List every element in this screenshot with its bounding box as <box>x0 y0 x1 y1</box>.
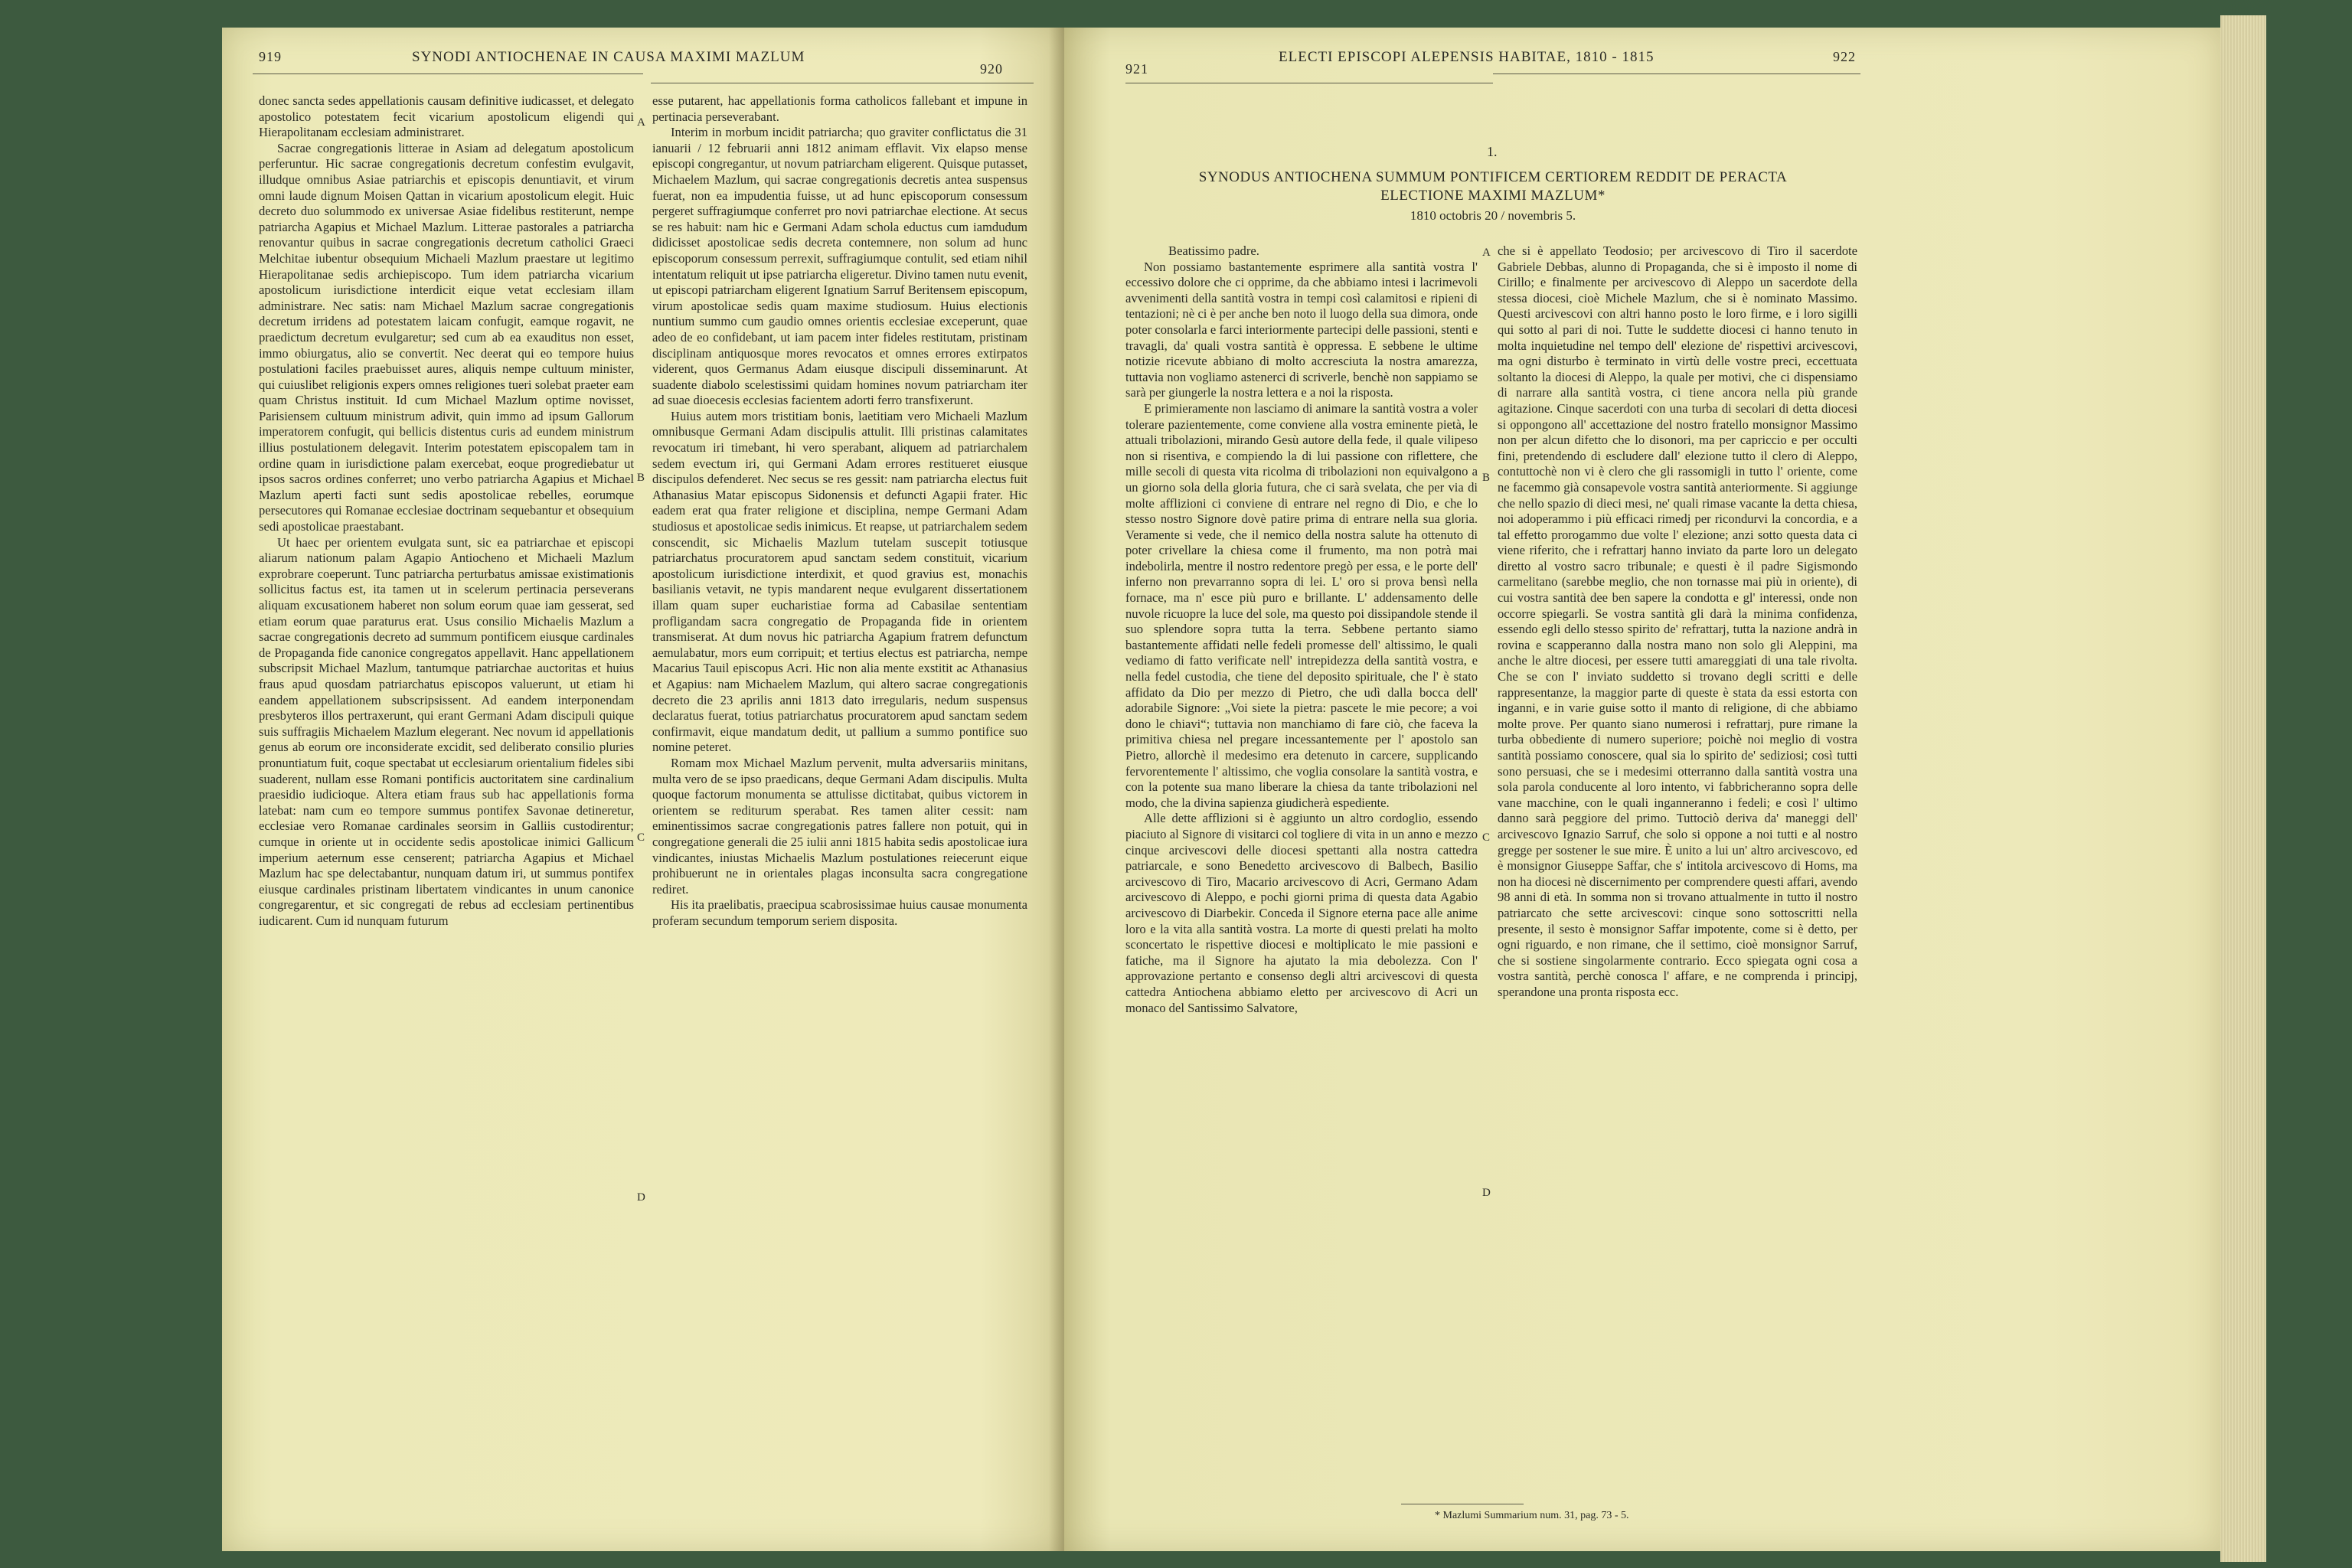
left-column-1 <box>259 93 634 1533</box>
margin-letter-a: A <box>637 116 645 129</box>
document-title-line-1: SYNODUS ANTIOCHENA SUMMUM PONTIFICEM CERTIOREM REDDIT DE PERACTA <box>1198 169 1788 185</box>
paragraph: E primieramente non lasciamo di animare la santità vostra a voler tolerare pazientemente, come conviene alla vostra eminente pietà, le attuali tribolazioni, mirando Gesù autore della fede, il quale vilipeso non si risentiva, e compiendo la di lui passione con riflettere, che mille secoli di questa vita ricolma di tribolazioni non equivalgono a un giorno sola della gloria futura, che ci sarà svelata, che per via di molte afflizioni ci conviene di entrare nel regno di Dio, e che lo stesso nostro Signore dovè patire prima di entrare nella sua gloria. Veramente si vede, che il nemico della nostra salute ha ottenuto di poter crivellare la chiesa come il frumento, ma non potrà mai indebolirla, mentre il nostro redentore pregò per essa, e le porte dell' inferno non prevarranno sopra di lei. L' oro si prova bensì nella fornace, ma n' esce più puro e brillante. L' addensamento delle nuvole ricuopre la luce del sole, ma questo poi dissipandole stende il suo splendore sopra tutta la terra. Sebbene pertanto siamo bastantemente affidati nelle fedeli promesse dell' altissimo, le quali vediamo di fatto verificate nell' intrepidezza della santità vostra, e nella fedel custodia, che tiene del deposito spirituale, che l' è stato affidato da Dio per mezzo di Pietro, che udì dalla bocca dell' adorabile Signore: „Voi siete la pietra: pascete le mie pecore; a voi dono le chiavi“; tuttavia non manchiamo di fare ciò, che faceva la primitiva chiesa nel pregare incessantemente per l' apostolo san Pietro, allorchè il medesimo era detenuto in carcere, supplicando fervorentemente l' altissimo, che voglia consolare la santità vostra, e con la potente sua mano liberare la chiesa da tante tribolazioni nel modo, che la divina sapienza giudicherà espediente. <box>1125 400 1478 810</box>
paragraph: Interim in morbum incidit patriarcha; quo graviter conflictatus die 31 ianuarii / 12 februarii anni 1812 animam efflavit. Vix elapso mense episcopi congregantur, ut novum patriarcham eligerent. Quisque putasset, Michaelem Mazlum, qui sacrae congregationis decretis antea suspensus fuerat, non ea impudentia fuisse, ut ad hunc episcoporum consessum pergeret suffragiumque conferret pro novi patriarchae electione. At secus se res habuit: nam hic e Germani Adam schola eductus cum iamdudum didicisset apostolicae sedis decreta contemnere, non solum ad hunc episcoporum consessum perrexit, suffragiumque contulit, sed etiam nihil intentatum reliquit ut ipse patriarcha eligeretur. Divino tamen nutu evenit, ut episcopi patriarcham eligerent Ignatium Sarruf Beritensem episcopum, virum apostolicae sedis quam maxime studiosum. Huius electionis nuntium summo cum gaudio omnes orientis ecclesiae exceperunt, quae adeo de eo confidebant, ut iam pacem inter fideles restitutam, pristinam disciplinam antiquosque mores revocatos et omnes errores extirpatos viderent, quos Germanus Adam eiusque discipuli disseminarunt. At suadente diabolo scelestissimi quidam homines novum patriarcham iter ad suae dioecesis ecclesias facientem adorti ferro transfixerunt. <box>652 125 1027 408</box>
salutation: Beatissimo padre. <box>1168 243 1259 258</box>
paragraph: His ita praelibatis, praecipua scabrosissimae huius causae monumenta proferam secundum temporum seriem disposita. <box>652 897 1027 928</box>
paragraph: che si è appellato Teodosio; per arcivescovo di Tiro il sacerdote Gabriele Debbas, alunno di Propaganda, che si è imposto il nome di Cirillo; e finalmente per arcivescovo di Aleppo un sacerdote della stessa diocesi, cioè Michele Mazlum, che si è nominato Massimo. Questi arcivescovi con altri hanno posto le loro firme, e i loro sigilli qui sotto al pari di noi. Tutte le suddette diocesi ci hanno tenuto in molta inquietudine nel tempo dell' elezione de' rispettivi arcivescovi, ma ogni disturbo è terminato in virtù delle vostre preci, eccettuata soltanto la diocesi di Aleppo, la quale per motivi, che ci dispensiamo di narrare alla santità vostra, ci tiene ancora nella più grande agitazione. Cinque sacerdoti con una turba di secolari di detta diocesi si oppongono all' accettazione del nostro fratello monsignor Massimo non per alcun difetto che lo disonori, ma per capriccio e per occulti fini, pretendendo di escludere dall' elezione tutto il clero di Aleppo, contuttochè non vi è clero che gli rassomigli in tutto l' oriente, come ne facemmo già consapevole vostra santità anteriormente. Si aggiunge che nello spazio di dieci mesi, ne' quali rimase vacante la detta chiesa, noi adoperammo i più efficaci rimedj per ricondurvi la concordia, e a tal effetto prorogammo due volte l' elezione; anzi sotto questa data ci viene riferito, che i refrattarj hanno inviato da parte loro un delegato diretto al vostro sacro tribunale; e questi è il padre Sigismondo carmelitano (sarebbe meglio, che non tornasse mai più in oriente), di cui vostra santità dee ben sapere la condotta e gl' interessi, onde non occorre spiegarli. Se vostra santità gli darà la minima confidenza, essendo egli dello stesso spirito de' refrattarj, tutta la nazione andrà in rovina e scapperanno dalla nostra mano non solo gli Aleppini, ma anche le altre diocesi, per essere tutti amareggiati di una tale rivolta. Che se con l' inviato suddetto si trovano degli scritti e delle rappresentanze, la maggior parte di queste è stata da essi estorta con inganni, e in varie guise sotto il manto di religione, di che abbiamo molte prove. Per quanto siano numerosi i refrattarj, pure rimane la turba obbediente di numero superiore; poichè noi meglio di vostra santità possiamo conoscere, qual sia lo spirito de' sediziosi; così tutti sono persuasi, che se i medesimi otterranno dalla santità vostra una sola parola conducente al loro intento, vi fabbricheranno sopra delle vane macchine, con le quali inganneranno i fedeli; e così l' ultimo danno sarà peggiore del primo. Tuttociò deriva da' maneggi dell' arcivescovo Ignazio Sarruf, che solo si oppone a noi tutti e al nostro gregge per sostener le sue mire. È unito a lui un' altro arcivescovo, ed è monsignor Giuseppe Saffar, che s' intitola arcivescovo di Homs, ma non ha diocesi nè discernimento per comprendere questi affari, avendo 98 anni di età. In somma non si trovano attualmente in tutto il nostro patriarcato che sette arcivescovi: cinque sono sottoscritti nella presente, il sesto è monsignor Saffar impotente, come si è detto, per ogni riguardo, e non rimane, che il settimo, cioè monsignor Sarruf, che si sostiene singolarmente contrario. Ecco spiegata ogni cosa a vostra santità, perchè conosca l' affare, e ne comprenda i principj, sperandone una pronta risposta ecc. <box>1498 243 1857 999</box>
running-header-right: ELECTI EPISCOPI ALEPENSIS HABITAE, 1810 - 1815 <box>1279 49 1655 65</box>
paragraph: Huius autem mors tristitiam bonis, laetitiam vero Michaeli Mazlum omnibusque Germani Adam discipulis attulit. Illi pristinas calamitates revocatum iri timebant, hi vero sperabant, aliquem ad patriarchalem sedem evectum iri, qui Germani Adam errores restitueret eiusque discipulos defenderet. Nec secus se res gessit: nam patriarcha electus fuit Athanasius Matar episcopus Sidonensis et defuncti Agapii frater. Hic eadem erat qua frater religione et disciplina, nempe Germani Adam studiosus et apostolicae sedis inimicus. Et reapse, ut patriarchalem sedem conscendit, sic Michaelis Mazlum tutelam suscepit totiusque patriarchatus procuratorem apud sanctam sedem constituit, vicarium apostolicum iurisdictione interdixit, et quod gravius est, monachis basilianis vetavit, ne typis mandarent neque evulgarent dissertationem illam quam super eucharistiae forma ad Cabasilae sententiam profligandam sacra congregatio de Propaganda fide in orientem transmiserat. At dum novus hic patriarcha Agapium fratrem defunctum aemulabatur, mors eum corripuit; et tertius electus est patriarcha, nempe Macarius Tauil episcopus Acri. Hic non alia mente exstitit ac Athanasius et Agapius: nam Michaelem Mazlum, qui altero sacrae congregationis decreto die 23 aprilis anni 1813 dato irregularis, nedum suspensus declaratus fuerat, totius patriarchatus procuratorem apud sanctam sedem confirmavit, eique mandatum dedit, ut pallium a summo pontifice suo nomine peteret. <box>652 408 1027 755</box>
document-title-line-2: ELECTIONE MAXIMI MAZLUM* <box>1380 188 1606 204</box>
footnote: * Mazlumi Summarium num. 31, pag. 73 - 5. <box>1435 1510 1629 1521</box>
right-page <box>1064 28 2220 1551</box>
margin-letter-c: C <box>637 831 645 844</box>
right-column-2 <box>1498 243 1857 1499</box>
section-number: 1. <box>1487 144 1498 159</box>
paragraph: Non possiamo bastantemente esprimere alla santità vostra l' eccessivo dolore che ci opprime, da che abbiamo intesi i lacrimevoli avvenimenti della santità vostra in tempi così calamitosi e ripieni di tentazioni; nè ci è per anche ben noto il luogo della sua dimora, onde poter consolarla e farci interiormente partecipi delle passioni, stenti e travagli, da' quali vostra santità è oppressa. E sebbene le ultime notizie ricevute abbiano di molto accresciuta la nostra amarezza, tuttavia non vogliamo astenerci di scriverle, benchè non sappiamo se sarà per giungerle la nostra lettera e a noi la risposta. <box>1125 259 1478 400</box>
paragraph: donec sancta sedes appellationis causam definitive iudicasset, et delegato apostolico potestatem fecit vicarium apostolicum eligendi qui Hierapolitanam ecclesiam administraret. <box>259 93 634 140</box>
document-date: 1810 octobris 20 / novembris 5. <box>1410 208 1576 223</box>
left-page <box>222 28 1064 1551</box>
page-number-922: 922 <box>1833 49 1856 64</box>
page-number-921: 921 <box>1125 61 1148 77</box>
margin-letter-c: C <box>1482 831 1491 844</box>
paragraph: Ut haec per orientem evulgata sunt, sic ea patriarchae et episcopi aliarum nationum palam Agapio Antiocheno et Michaeli Mazlum exprobrare coeperunt. Tunc patriarcha perturbatus amissae existimationis sollicitus factus est, ita tamen ut in scelerum pertinacia perseverans aliquam excusationem haberet non solum eorum quae iam gesserat, sed etiam eorum quae paraturus erat. Usus consilio Michaelis Mazlum a sacrae congregationis decreto ad summum pontificem eiusque cardinales de Propaganda fide canonice congregatos appellavit. Hanc appellationem subscripsit Michael Mazlum, tantumque patriarchae auctoritas et huius fraus apud quosdam patriarchatus episcopos valuerunt, ut etiam hi eandem appellationem subscripsissent. Ad eandem interponendam presbyteros illos pertraxerunt, qui erant Germani Adam discipuli quique suis suffragiis Michaelem Mazlum elegerant. Nec novum id appellationis genus ab eorum ore inconsiderate excidit, sed deliberato consilio pluries pronuntiatum fuit, coque spectabat ut ecclesiarum orientalium fideles sibi suaderent, nullam esse Romani pontificis auctoritatem sine cardinalium praesidio iudicioque. Altera etiam fraus sub hac appellationis forma latebat: nam cum eo tempore summus pontifex Savonae detineretur, ecclesiae vero Romanae cardinales seorsim in Galliis custodirentur; cumque in oriente ut in occidente sedis apostolicae inimici Gallicum imperium aeternum esse censerent; patriarcha Agapius et Michael Mazlum hac spe delectabantur, nunquam datum iri, ut summus pontifex eiusque cardinales pristinam libertatem vindicantes in unum canonice congregarentur, et sic congregati de rebus ad ecclesiam pertinentibus iudicarent. Cum id nunquam futurum <box>259 534 634 928</box>
margin-letter-d: D <box>1482 1187 1491 1199</box>
page-number-919: 919 <box>259 49 282 64</box>
margin-letter-d: D <box>637 1191 645 1204</box>
paragraph: Sacrae congregationis litterae in Asiam ad delegatum apostolicum perferuntur. Hic sacrae congregationis decretum confestim evulgavit, illudque omnibus Asiae patriarchis et episcopis denuntiavit, et virum omni laude dignum Moisen Qattan in vicarium apostolicum elegit. Huic decreto duo solummodo ex universae Asiae fidelibus restiterunt, nempe patriarcha Agapius et Michael Mazlum. Litterae pastorales a patriarcha renovantur quibus in sacrae congregationis decretum catholici Graeci Melchitae iubentur obsequium Michaeli Mazlum praestare ut legitimo Hierapolitanae sedis archiepiscopo. Tum idem patriarcha vicarium apostolicum iurisdictione interdicit eique vetat ecclesiam illam administrare. Nec satis: nam Michael Mazlum sacrae congregationis decretum irridens ad potestatem laicam confugit, eamque rogavit, ne praedictum decretum evulgaretur; sed cum ab ea exauditus non esset, immo obiurgatus, alio se convertit. Nec deerat qui eo tempore huius postulationi faciles praebuisset aures, aliquis nempe cultuum minister, qui cuiuslibet religionis expers omnes religiones tueri solebat praeter eam quam Christus instituit. Id cum Michael Mazlum optime novisset, Parisiensem cultuum ministrum adivit, quin immo ad ipsum Gallorum imperatorem confugit, qui bellicis distentus curis ad eundem ministrum illius postulationem delegavit. Interim potestatem episcopalem tam in ordine quam in iurisdictione palam exercebat, eoque progrediebatur ut ipsos sacros ordines conferret; uno verbo patriarcha Agapius et Michael Mazlum aperti facti sunt sedis apostolicae rebelles, eorumque persecutores qui Romanae ecclesiae doctrinam sequebantur et obsequium sedi apostolicae praestabant. <box>259 140 634 534</box>
right-column-1 <box>1125 243 1478 1499</box>
paragraph: esse putarent, hac appellationis forma catholicos fallebant et impune in pertinacia perseverabant. <box>652 93 1027 124</box>
margin-letter-b: B <box>1482 472 1491 484</box>
paragraph: Romam mox Michael Mazlum pervenit, multa adversariis minitans, multa vero de se ipso praedicans, deque Germani Adam discipulis. Multa quoque factorum monumenta se attulisse dictitabat, quibus victorem in orientem se rediturum sperabat. Res tamen aliter cessit: nam eminentissimos sacrae congregationis patres fallere non potuit, qui in congregatione generali die 25 iulii anni 1815 habita sedis apostolicae iura vindicantes, iniustas Michaelis Mazlum postulationes reiecerunt eique prohibuerunt ne in orientales plagas inconsulta sacra congregatione rediret. <box>652 755 1027 897</box>
margin-letter-a: A <box>1482 247 1491 259</box>
left-column-2 <box>652 93 1027 1533</box>
page-number-920: 920 <box>980 61 1003 77</box>
paragraph: Alle dette afflizioni si è aggiunto un altro cordoglio, essendo piaciuto al Signore di visitarci col togliere di vita in un anno e mezzo cinque arcivescovi delle diocesi spettanti alla nostra cattedra patriarcale, e sono Benedetto arcivescovo di Balbech, Basilio arcivescovo di Tiro, Macario arcivescovo di Acri, Germano Adam arcivescovo di Aleppo, e pochi giorni prima di questa data Agabio arcivescovo di Diarbekir. Conceda il Signore eterna pace alle anime loro e la vita alla santità vostra. La morte di questi prelati ha molto sconcertato le rispettive diocesi e moltiplicato le mie passioni e fatiche, ma il Signore ha ajutato la mia debolezza. Con l' approvazione pertanto e consenso degli altri arcivescovi di questa cattedra Antiochena abbiamo eletto per arcivescovo di Acri un monaco del Santissimo Salvatore, <box>1125 811 1478 1015</box>
margin-letter-b: B <box>637 472 645 484</box>
page-edges <box>2220 15 2266 1562</box>
running-header-left: SYNODI ANTIOCHENAE IN CAUSA MAXIMI MAZLUM <box>412 49 805 65</box>
